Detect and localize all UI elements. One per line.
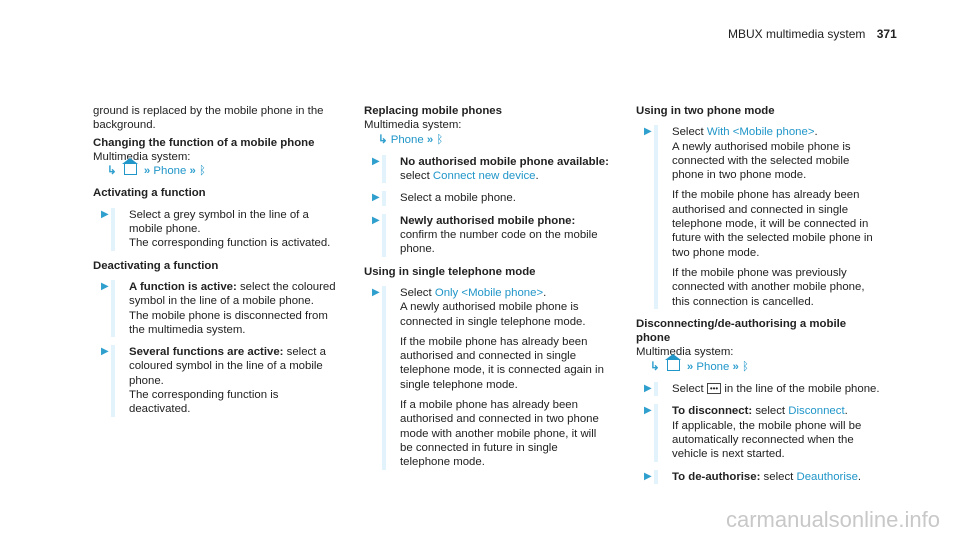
step-note: If the mobile phone has already been authorised and connected in single telephone mode, it is connected again in single telephone mode. [400,335,604,391]
deauthorise-option[interactable]: Deauthorise [796,470,858,483]
page-number: 371 [876,27,897,41]
step-text: Select [400,286,435,299]
step-condition: A function is active: [129,280,237,293]
more-options-icon[interactable]: ••• [707,383,721,394]
forward-icon: » [143,165,151,178]
home-icon [667,360,680,371]
heading-replacing: Replacing mobile phones [364,105,502,117]
step-result: The corresponding function is deactivated. [129,389,279,416]
step-text: select [760,470,797,483]
nav-path [636,360,881,374]
step-marker-icon: ▶ [644,383,652,395]
step-with-phone: ▶ Select With <Mobile phone>. A newly authorised mobile phone is connected with the selected mobile phone in two phone mode. If the mobile phone has already been authorised and connected in single telephone mode, it will be connected in future with the selected mobile phone in two phone mode. If the mobile phone was previously connected with another mobile phone, this connection is cancelled. [636,125,881,309]
step-select-phone [364,191,609,205]
with-mobile-phone-option[interactable]: With <Mobile phone> [706,126,815,139]
step-marker-icon: ▶ [372,192,380,204]
multimedia-label: Multimedia system: [364,119,462,132]
step-select-more [636,382,881,396]
step-marker-icon: ▶ [372,155,380,167]
step-only-phone: ▶ Select Only <Mobile phone>. A newly authorised mobile phone is connected in single telephone mode. If the mobile phone has already been authorised and connected in single telephone mode, it is connected again in single telephone mode. If a mobile phone has already been authorised and connected in two phone mode with another mobile phone, it will be connected in future in single telephone mode. [364,286,609,470]
watermark: carmanualsonline.info [725,506,940,532]
column-1 [93,104,338,425]
step-text: select a coloured symbol in the line of a mobile phone. [129,346,326,387]
column-3 [636,104,881,492]
step-text: Select [672,126,707,139]
forward-icon: » [426,133,434,146]
step-result: If applicable, the mobile phone will be automatically reconnected when the vehicle is next started. [672,419,862,461]
multimedia-label: Multimedia system: [93,150,191,163]
step-text: select [752,405,789,418]
bluetooth-icon: ᛒ [436,133,444,146]
forward-icon: » [732,360,739,373]
nav-phone: Phone [390,133,424,146]
intro-text: ground is replaced by the mobile phone in the background. [93,105,324,132]
step-result: The corresponding function is activated. [129,237,331,250]
step-note: If a mobile phone has already been authorised and connected in two phone mode with another mobile phone, it will be connected in future in single telephone mode. [400,399,599,469]
heading-disconnecting: Disconnecting/de-authorising a mobile phone [636,317,847,345]
step-condition: Newly authorised mobile phone: [400,214,576,227]
only-mobile-phone-option[interactable]: Only <Mobile phone> [434,286,544,299]
step-deactivate-several [93,345,338,416]
bluetooth-icon: ᛒ [742,360,749,373]
step-marker-icon: ▶ [101,208,109,220]
step-newly-authorised [364,214,609,257]
step-condition: Several functions are active: [129,346,284,359]
disconnect-option[interactable]: Disconnect [788,405,845,418]
step-deactivate-single [93,280,338,337]
step-marker-icon: ▶ [644,470,652,482]
nav-phone: Phone [153,165,187,178]
step-marker-icon: ▶ [101,280,109,292]
return-arrow-icon: ↳ [107,165,117,178]
step-marker-icon: ▶ [644,126,652,138]
step-note: If the mobile phone was previously connected with another mobile phone, this connection is cancelled. [672,266,865,308]
heading-activating: Activating a function [93,187,206,200]
multimedia-label: Multimedia system: [636,346,734,359]
heading-changing-function: Changing the function of a mobile phone [93,136,315,149]
step-result: A newly authorised mobile phone is connected in single telephone mode. [400,301,586,328]
step-condition: To disconnect: [672,405,753,418]
return-arrow-icon: ↳ [378,133,388,146]
step-no-authorised: ▶ No authorised mobile phone available: select Connect new device. [372,155,609,183]
step-text: in the line of the mobile phone. [721,383,880,396]
column-2 [364,104,609,478]
step-text: select the coloured symbol in the line of a mobile phone. [129,280,336,308]
step-disconnect: ▶ To disconnect: select Disconnect. If applicable, the mobile phone will be automatically reconnected when the vehicle is next started. [636,404,881,461]
step-text: select [400,170,433,183]
bluetooth-icon: ᛒ [199,165,206,178]
step-condition: No authorised mobile phone available: [400,155,609,168]
step-result: The mobile phone is disconnected from the multimedia system. [129,309,328,336]
nav-path [93,164,338,178]
step-result: A newly authorised mobile phone is connected with the selected mobile phone in two phone mode. [672,140,851,182]
step-text: Select a mobile phone. [400,192,516,205]
step-activate [93,208,338,251]
step-marker-icon: ▶ [372,286,380,298]
step-text: Select a grey symbol in the line of a mobile phone. [129,208,309,236]
heading-single-mode: Using in single telephone mode [364,265,536,278]
step-marker-icon: ▶ [101,346,109,358]
return-arrow-icon: ↳ [650,360,660,373]
step-deauthorise: ▶ To de-authorise: select Deauthorise. [636,470,881,484]
step-text: confirm the number code on the mobile phone. [400,229,598,256]
heading-deactivating: Deactivating a function [93,259,219,272]
header-title: MBUX multimedia system [728,27,866,41]
nav-phone: Phone [696,360,730,373]
step-note: If the mobile phone has already been authorised and connected in single telephone mode, it will be connected in future with the selected mobile phone in two phone mode. [672,189,873,259]
forward-icon: » [189,165,196,178]
home-icon [124,164,137,175]
step-condition: To de-authorise: [672,470,761,483]
forward-icon: » [686,360,694,373]
connect-new-device-option[interactable]: Connect new device [432,170,536,183]
page-header [728,27,897,41]
step-marker-icon: ▶ [372,214,380,226]
nav-path [364,133,609,147]
step-marker-icon: ▶ [644,405,652,417]
step-text: Select [672,383,707,396]
heading-two-phone: Using in two phone mode [636,105,775,117]
